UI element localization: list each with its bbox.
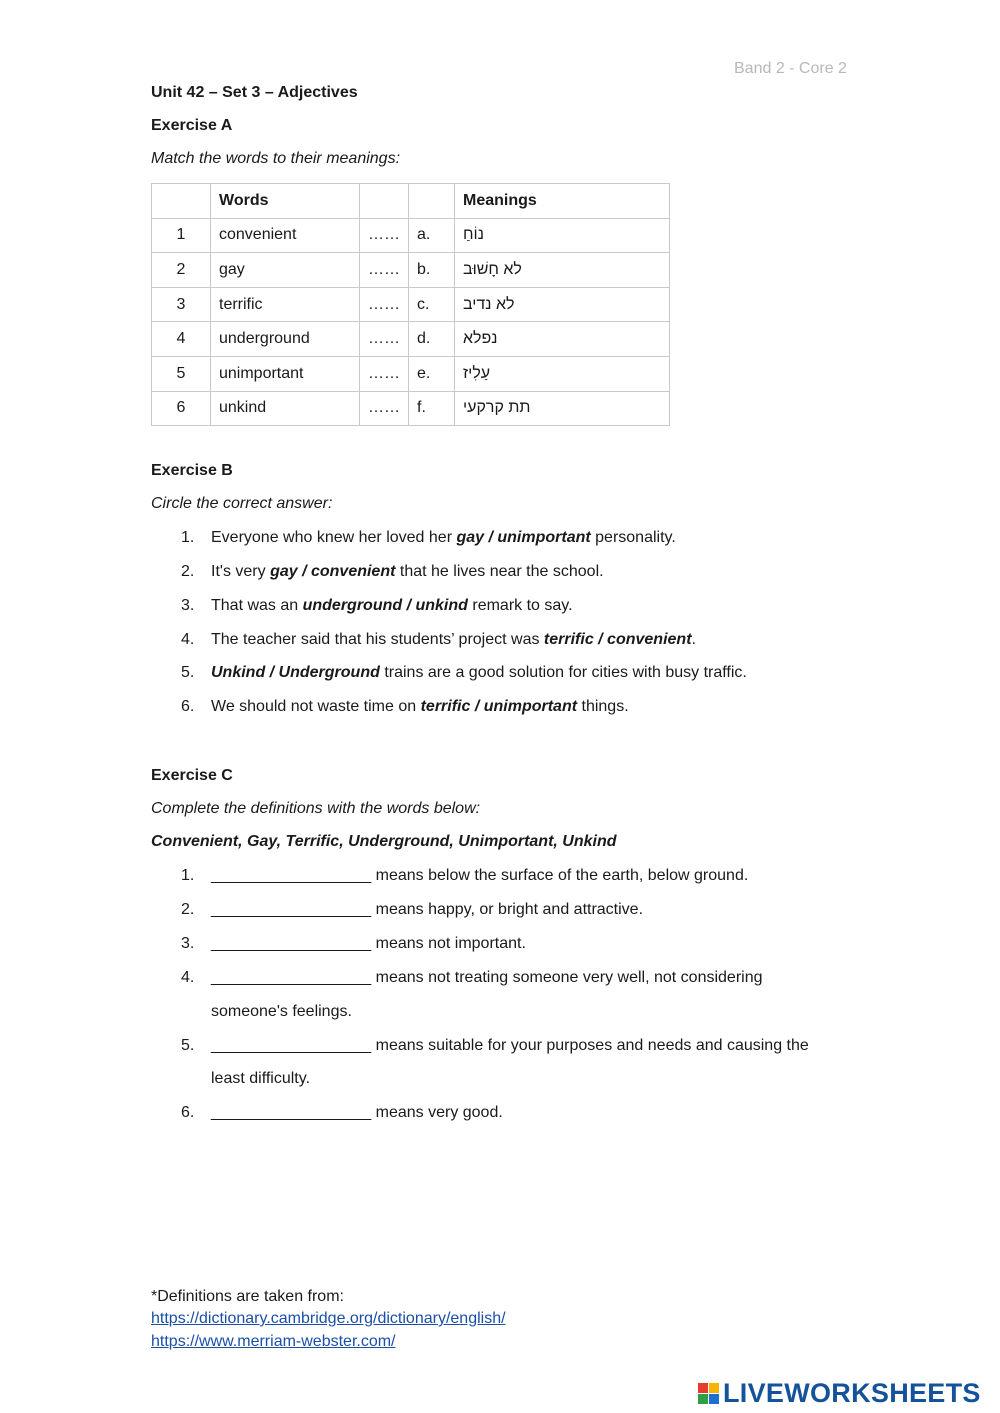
sentence-text: That was an bbox=[211, 597, 303, 614]
row-letter: b. bbox=[409, 253, 455, 288]
list-item bbox=[181, 664, 747, 682]
definition-text: means not treating someone very well, not considering bbox=[371, 969, 763, 986]
row-meaning: נפלא bbox=[455, 322, 670, 357]
row-word: unimportant bbox=[211, 356, 360, 391]
definition-text: means happy, or bright and attractive. bbox=[371, 901, 644, 918]
logo-mark-icon bbox=[698, 1383, 719, 1404]
band-label: Band 2 - Core 2 bbox=[734, 60, 847, 77]
worksheet-title: Unit 42 – Set 3 – Adjectives bbox=[151, 84, 358, 101]
answer-choice[interactable]: gay / unimportant bbox=[456, 529, 591, 546]
sentence-text: remark to say. bbox=[467, 597, 573, 614]
answer-choice[interactable]: Unkind / Underground bbox=[211, 664, 380, 681]
table-row bbox=[152, 322, 670, 357]
list-item bbox=[181, 1037, 809, 1055]
answer-slot[interactable]: …… bbox=[360, 391, 409, 426]
row-letter: e. bbox=[409, 356, 455, 391]
answer-slot[interactable]: …… bbox=[360, 356, 409, 391]
row-word: convenient bbox=[211, 218, 360, 253]
item-number: 5. bbox=[181, 664, 195, 681]
sources-note: *Definitions are taken from: bbox=[151, 1288, 344, 1305]
row-letter: a. bbox=[409, 218, 455, 253]
answer-choice[interactable]: gay / convenient bbox=[270, 563, 396, 580]
item-number: 1. bbox=[181, 867, 195, 884]
table-row bbox=[152, 391, 670, 426]
row-letter: f. bbox=[409, 391, 455, 426]
answer-slot[interactable]: …… bbox=[360, 253, 409, 288]
row-number: 2 bbox=[152, 253, 211, 288]
list-item bbox=[181, 529, 676, 547]
answer-slot[interactable]: …… bbox=[360, 218, 409, 253]
table-row bbox=[152, 287, 670, 322]
row-word: unkind bbox=[211, 391, 360, 426]
row-word: terrific bbox=[211, 287, 360, 322]
definition-text: means suitable for your purposes and needs and causing the bbox=[371, 1037, 809, 1054]
header-cell-letter bbox=[409, 184, 455, 219]
definition-continuation: least difficulty. bbox=[211, 1070, 311, 1087]
answer-choice[interactable]: terrific / unimportant bbox=[420, 698, 578, 715]
row-word: underground bbox=[211, 322, 360, 357]
item-number: 4. bbox=[181, 969, 195, 986]
row-meaning: לא חָשׁוּב bbox=[455, 253, 670, 288]
item-number: 1. bbox=[181, 529, 195, 546]
header-cell-num bbox=[152, 184, 211, 219]
sentence-text: It's very bbox=[211, 563, 271, 580]
list-item bbox=[181, 563, 604, 581]
row-letter: c. bbox=[409, 287, 455, 322]
sentence-text: things. bbox=[577, 698, 629, 715]
row-meaning: נוֹחַ bbox=[455, 218, 670, 253]
matching-table bbox=[151, 183, 670, 426]
row-meaning: לא נדיב bbox=[455, 287, 670, 322]
item-number: 6. bbox=[181, 1104, 195, 1121]
item-number: 6. bbox=[181, 698, 195, 715]
exercise-b-heading: Exercise B bbox=[151, 462, 233, 479]
table-row bbox=[152, 218, 670, 253]
row-word: gay bbox=[211, 253, 360, 288]
sentence-text: We should not waste time on bbox=[211, 698, 421, 715]
exercise-c-heading: Exercise C bbox=[151, 767, 233, 784]
exercise-a-heading: Exercise A bbox=[151, 117, 233, 134]
header-meanings: Meanings bbox=[455, 184, 670, 219]
list-item bbox=[181, 597, 573, 615]
list-item bbox=[181, 901, 643, 919]
blank-field[interactable]: __________________ bbox=[211, 867, 372, 884]
sentence-text: trains are a good solution for cities with busy traffic. bbox=[379, 664, 747, 681]
blank-field[interactable]: __________________ bbox=[211, 969, 372, 986]
exercise-b-instruction: Circle the correct answer: bbox=[151, 495, 333, 512]
list-item bbox=[181, 935, 526, 953]
row-number: 5 bbox=[152, 356, 211, 391]
item-number: 3. bbox=[181, 597, 195, 614]
answer-slot[interactable]: …… bbox=[360, 287, 409, 322]
row-number: 3 bbox=[152, 287, 211, 322]
merriam-webster-link[interactable]: https://www.merriam-webster.com/ bbox=[151, 1333, 396, 1350]
definition-text: means not important. bbox=[371, 935, 526, 952]
word-bank: Convenient, Gay, Terrific, Underground, Unimportant, Unkind bbox=[151, 833, 617, 850]
liveworksheets-logo[interactable] bbox=[698, 1378, 981, 1408]
list-item bbox=[181, 1104, 503, 1122]
blank-field[interactable]: __________________ bbox=[211, 1104, 372, 1121]
table-row bbox=[152, 253, 670, 288]
row-meaning: עַלִיז bbox=[455, 356, 670, 391]
sentence-text: The teacher said that his students’ project was bbox=[211, 631, 544, 648]
row-number: 4 bbox=[152, 322, 211, 357]
exercise-c-instruction: Complete the definitions with the words below: bbox=[151, 800, 481, 817]
answer-slot[interactable]: …… bbox=[360, 322, 409, 357]
list-item bbox=[181, 969, 763, 987]
row-number: 6 bbox=[152, 391, 211, 426]
exercise-a-instruction: Match the words to their meanings: bbox=[151, 150, 401, 167]
item-number: 2. bbox=[181, 563, 195, 580]
definition-text: means below the surface of the earth, below ground. bbox=[371, 867, 749, 884]
item-number: 4. bbox=[181, 631, 195, 648]
list-item bbox=[181, 631, 696, 649]
sentence-text: Everyone who knew her loved her bbox=[211, 529, 457, 546]
list-item bbox=[181, 867, 748, 885]
sentence-text: personality. bbox=[590, 529, 676, 546]
logo-text: LIVEWORKSHEETS bbox=[723, 1377, 981, 1408]
answer-choice[interactable]: underground / unkind bbox=[302, 597, 468, 614]
row-letter: d. bbox=[409, 322, 455, 357]
blank-field[interactable]: __________________ bbox=[211, 1037, 372, 1054]
sentence-text: . bbox=[691, 631, 696, 648]
definition-continuation: someone's feelings. bbox=[211, 1003, 352, 1020]
header-words: Words bbox=[211, 184, 360, 219]
list-item bbox=[181, 698, 629, 716]
row-number: 1 bbox=[152, 218, 211, 253]
table-header-row bbox=[152, 184, 670, 219]
definition-text: means very good. bbox=[371, 1104, 503, 1121]
row-meaning: תת קרקעי bbox=[455, 391, 670, 426]
item-number: 5. bbox=[181, 1037, 195, 1054]
blank-field[interactable]: __________________ bbox=[211, 935, 372, 952]
cambridge-link[interactable]: https://dictionary.cambridge.org/dictionary/english/ bbox=[151, 1310, 506, 1327]
item-number: 2. bbox=[181, 901, 195, 918]
item-number: 3. bbox=[181, 935, 195, 952]
answer-choice[interactable]: terrific / convenient bbox=[543, 631, 692, 648]
sentence-text: that he lives near the school. bbox=[395, 563, 604, 580]
header-cell-dots bbox=[360, 184, 409, 219]
table-row bbox=[152, 356, 670, 391]
blank-field[interactable]: __________________ bbox=[211, 901, 372, 918]
